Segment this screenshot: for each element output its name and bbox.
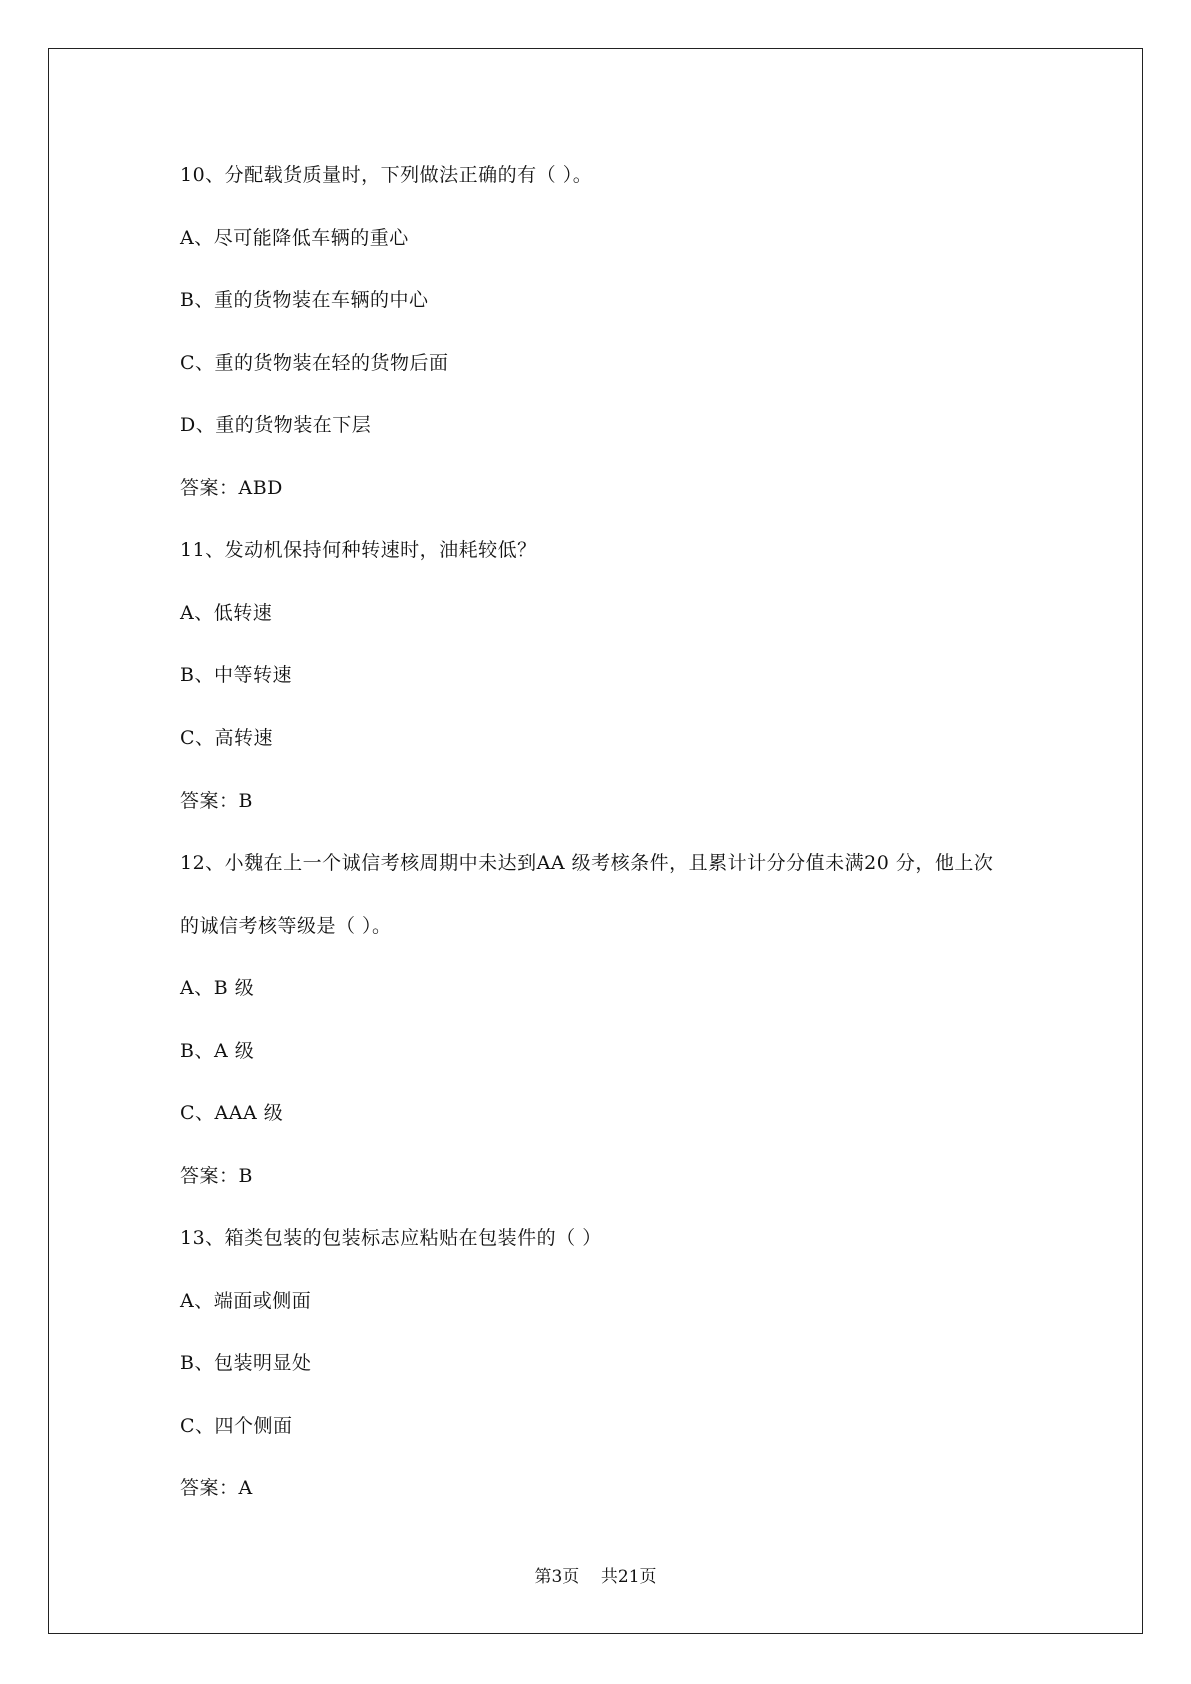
- question-11-answer: 答案：B: [180, 790, 253, 812]
- page-border: [48, 48, 1143, 1634]
- question-13-option-b: B、包装明显处: [180, 1352, 312, 1374]
- question-12-stem-line-2: 的诚信考核等级是（ ）。: [180, 915, 392, 937]
- question-10-stem: 10、分配载货质量时，下列做法正确的有（ ）。: [180, 164, 593, 186]
- question-13-option-a: A、端面或侧面: [180, 1290, 312, 1312]
- question-10-option-b: B、重的货物装在车辆的中心: [180, 289, 429, 311]
- page-footer: 第3页 共21页: [534, 1567, 657, 1587]
- question-12-stem-line-1: 12、小魏在上一个诚信考核周期中未达到AA 级考核条件，且累计计分分值未满20 分，他上次: [180, 852, 994, 874]
- question-10-option-d: D、重的货物装在下层: [180, 414, 372, 436]
- question-10-answer: 答案：ABD: [180, 477, 283, 499]
- question-10-option-c: C、重的货物装在轻的货物后面: [180, 352, 449, 374]
- question-10-option-a: A、尽可能降低车辆的重心: [180, 227, 409, 249]
- question-11-option-a: A、低转速: [180, 602, 273, 624]
- question-12-option-b: B、A 级: [180, 1040, 255, 1062]
- question-12-option-c: C、AAA 级: [180, 1102, 284, 1124]
- question-13-stem: 13、箱类包装的包装标志应粘贴在包装件的（ ）: [180, 1227, 602, 1249]
- question-11-stem: 11、发动机保持何种转速时，油耗较低？: [180, 539, 537, 561]
- question-13-option-c: C、四个侧面: [180, 1415, 293, 1437]
- question-12-option-a: A、B 级: [180, 977, 255, 999]
- question-11-option-c: C、高转速: [180, 727, 274, 749]
- question-13-answer: 答案：A: [180, 1477, 253, 1499]
- question-12-answer: 答案：B: [180, 1165, 253, 1187]
- question-11-option-b: B、中等转速: [180, 664, 292, 686]
